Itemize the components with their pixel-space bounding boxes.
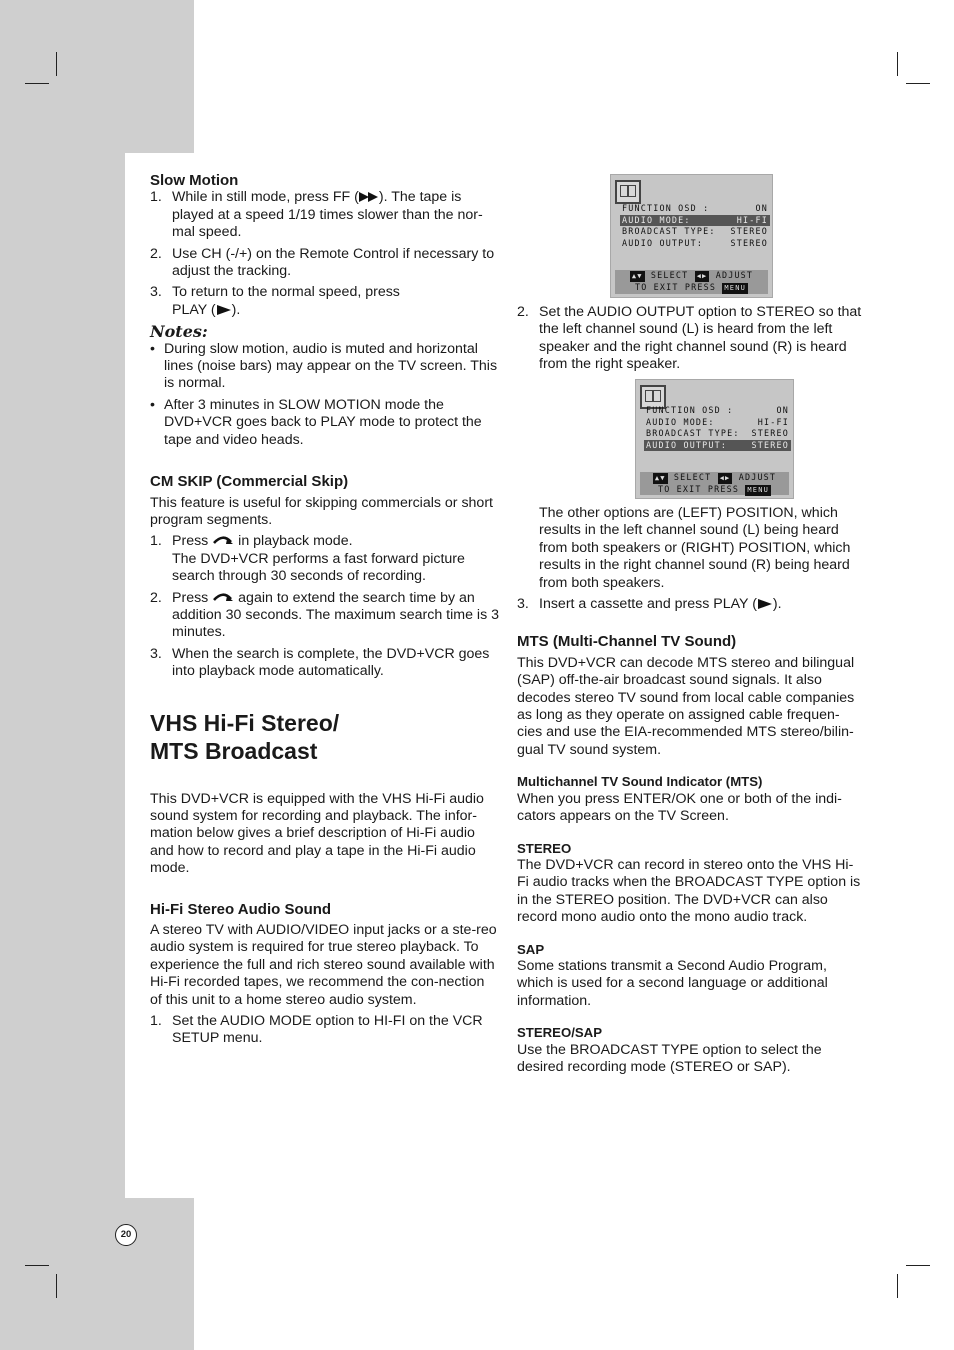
step-number: 1. (150, 189, 162, 206)
stereo-sap-text: Use the BROADCAST TYPE option to select the desired recording mode (STEREO or SAP). (517, 1041, 822, 1075)
step-number: 3. (150, 284, 162, 301)
list-item (150, 284, 500, 319)
step-text: Use CH (-/+) on the Remote Control if necessary to adjust the tracking. (172, 245, 495, 280)
step-text: ). The tape is played at a speed 1/19 times slower than the nor-mal speed. (172, 189, 483, 241)
step-text: To return to the normal speed, press PLAY ( (172, 284, 400, 318)
hifi-steps-continued (517, 304, 863, 374)
up-down-icon: ▲▼ (654, 474, 666, 482)
osd-screen-audio-mode (610, 174, 773, 298)
crop-mark (25, 1265, 49, 1266)
menu-key: MENU (747, 486, 770, 494)
step-number: 3. (517, 596, 529, 613)
step-text: Press (172, 589, 209, 606)
osd-footer: ▲▼ SELECT ◀▶ ADJUST TO EXIT PRESS MENU (640, 472, 789, 495)
osd-footer: ▲▼ SELECT ◀▶ ADJUST TO EXIT PRESS MENU (615, 270, 768, 294)
cm-skip-icon (212, 592, 234, 602)
step-text: Press (172, 533, 209, 550)
list-item: • After 3 minutes in SLOW MOTION mode the DVD+VCR goes back to PLAY mode to protect the tape and video heads. (150, 396, 482, 448)
up-down-icon: ▲▼ (631, 272, 643, 280)
cm-skip-intro: This feature is useful for skipping commercials or short program segments. (150, 494, 493, 528)
step-text: When the search is complete, the DVD+VCR goes into playback mode automatically. (172, 645, 490, 680)
osd-row-highlighted: AUDIO OUTPUT: STEREO (646, 439, 789, 450)
step-text: Insert a cassette and press PLAY ( (539, 596, 757, 613)
list-item (150, 646, 500, 681)
step-number: 1. (150, 1013, 162, 1030)
osd-row: FUNCTION OSD : ON (646, 405, 789, 415)
list-item (150, 189, 500, 241)
right-column (517, 505, 863, 1076)
notes-heading: Notes: (150, 322, 208, 342)
cm-skip-icon (212, 535, 234, 545)
left-right-icon: ◀▶ (696, 272, 708, 280)
crop-mark (897, 52, 898, 76)
margin-band-left (0, 153, 125, 1198)
margin-band-bottom (0, 1198, 194, 1350)
mts-heading: MTS (Multi-Channel TV Sound) (517, 633, 737, 651)
slow-motion-heading: Slow Motion (150, 172, 239, 189)
stereo-heading: STEREO (517, 840, 572, 856)
step-text: again to extend the search time by an addition 30 seconds. The maximum search time is 3 minutes. (172, 589, 499, 641)
play-icon (757, 599, 773, 609)
indicator-text: When you press ENTER/OK one or both of the indi-cators appears on the TV Screen. (517, 790, 842, 825)
step-number: 2. (150, 589, 162, 606)
osd-row: AUDIO MODE: HI-FI (646, 416, 789, 427)
step-text: in playback mode. (238, 533, 353, 550)
left-column (150, 172, 500, 1052)
section-title-line1: VHS Hi-Fi Stereo/ (150, 709, 340, 736)
crop-mark (906, 83, 930, 84)
crop-mark (25, 83, 49, 84)
step-text: Set the AUDIO OUTPUT option to STEREO so that the left channel sound (L) is heard from the left speaker and the right channel sound (R) is heard from the right speaker. (539, 304, 862, 373)
fast-forward-icon (359, 192, 379, 202)
note-text: During slow motion, audio is muted and horizontal lines (noise bars) may appear on the TV screen. This is normal. (164, 340, 498, 392)
sap-heading: SAP (517, 941, 545, 957)
hifi-intro: A stereo TV with AUDIO/VIDEO input jacks or a ste-reo audio system is required for true stereo playback. To experience the full and rich stereo sound available with Hi-Fi recorded tapes, we recommend the con-nection of this unit to a home stereo audio system. (150, 922, 497, 1008)
osd-row: AUDIO OUTPUT: STEREO (622, 237, 768, 248)
step-text: While in still mode, press FF ( (172, 189, 359, 206)
note-text: After 3 minutes in SLOW MOTION mode the DVD+VCR goes back to PLAY mode to protect the tape and video heads. (164, 396, 482, 448)
vcr-menu-icon (615, 180, 641, 204)
osd-row: FUNCTION OSD : ON (622, 203, 768, 213)
osd-screen-audio-output (635, 379, 794, 499)
step-text: Set the AUDIO MODE option to HI-FI on the VCR SETUP menu. (172, 1013, 483, 1047)
page-number: 20 (115, 1224, 137, 1246)
list-item: • During slow motion, audio is muted and horizontal lines (noise bars) may appear on the TV screen. This is normal. (150, 340, 498, 392)
step-number: 1. (150, 533, 162, 550)
osd-row-highlighted: AUDIO MODE: HI-FI (622, 214, 768, 225)
step-text: ). (772, 596, 782, 613)
list-item (150, 1013, 500, 1048)
right-step-2 (517, 304, 863, 378)
vhs-intro: This DVD+VCR is equipped with the VHS Hi-Fi audio sound system for recording and playback. The infor-mation below gives a brief description of Hi-Fi audio and how to record and play a tape in the Hi-Fi audio mode. (150, 790, 484, 877)
other-options-text: The other options are (LEFT) POSITION, which results in the left channel sound (L) being heard from both speakers or (RIGHT) POSITION, which results in the right channel sound (R) being heard from both speakers. (539, 505, 851, 591)
step-subtext: The DVD+VCR performs a fast forward picture search through 30 seconds of recording. (172, 550, 465, 585)
menu-key: MENU (724, 284, 747, 292)
cm-skip-heading: CM SKIP (Commercial Skip) (150, 473, 349, 491)
step-number: 2. (517, 304, 529, 320)
mts-intro: This DVD+VCR can decode MTS stereo and bilingual (SAP) off-the-air broadcast sound signals. It also decodes stereo TV sound from local cable companies as long as they operate on assigned cable frequen-cies and use the EIA-recommended MTS stereo/bilin-gual TV sound system. (517, 654, 855, 758)
section-title-line2: MTS Broadcast (150, 737, 318, 764)
crop-mark (897, 1274, 898, 1298)
osd-row: BROADCAST TYPE: STEREO (646, 428, 789, 438)
crop-mark (56, 1274, 57, 1298)
stereo-sap-heading: STEREO/SAP (517, 1025, 603, 1041)
crop-mark (906, 1265, 930, 1266)
step-number: 3. (150, 645, 162, 662)
play-icon (216, 305, 232, 315)
list-item (517, 304, 863, 374)
step-text: ). (231, 301, 241, 318)
step-number: 2. (150, 245, 162, 262)
slow-motion-steps (150, 189, 500, 319)
sap-text: Some stations transmit a Second Audio Program, which is used for a second language or additional information. (517, 957, 828, 1009)
list-item (150, 246, 500, 281)
list-item (150, 590, 500, 642)
list-item (150, 533, 500, 585)
left-right-icon: ◀▶ (719, 474, 731, 482)
hifi-steps-final (517, 596, 863, 613)
stereo-text: The DVD+VCR can record in stereo onto the VHS Hi-Fi audio tracks when the BROADCAST TYPE option is in the STEREO position. The DVD+VCR can also record mono audio onto the mono audio track. (517, 856, 861, 926)
list-item (517, 596, 863, 613)
hifi-heading: Hi-Fi Stereo Audio Sound (150, 900, 332, 918)
notes-list (150, 341, 500, 449)
indicator-heading: Multichannel TV Sound Indicator (MTS) (517, 774, 763, 790)
hifi-steps (150, 1013, 500, 1048)
osd-row: BROADCAST TYPE: STEREO (622, 226, 768, 236)
cm-skip-steps (150, 533, 500, 680)
crop-mark (56, 52, 57, 76)
margin-band-top (0, 0, 194, 153)
